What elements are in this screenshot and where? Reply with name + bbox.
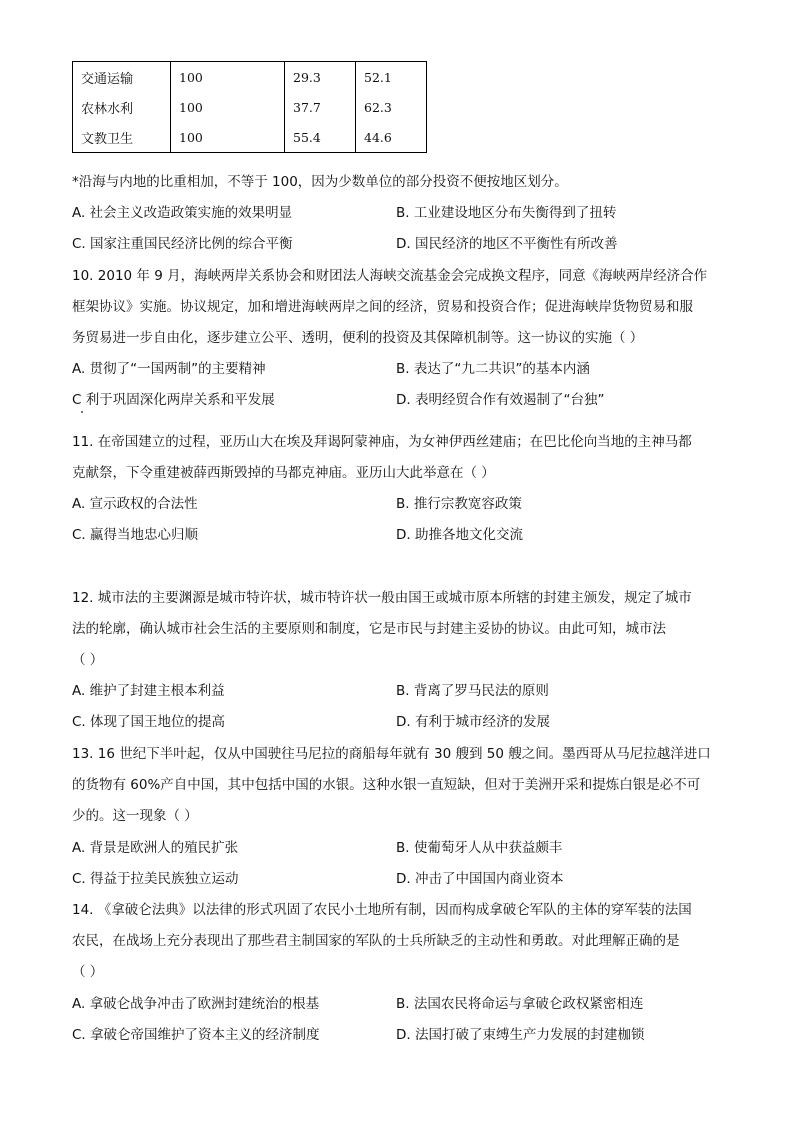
- q12-option-b[interactable]: B. 背离了罗马民法的原则: [396, 683, 549, 699]
- q14-stem-line: 14. 《拿破仑法典》以法律的形式巩固了农民小土地所有制，因而构成拿破仑军队的主体的穿军装的法国: [72, 902, 692, 918]
- q12-stem-line: 12. 城市法的主要渊源是城市特许状，城市特许状一般由国王或城市原本所辖的封建主颁发，规定了城市: [72, 590, 692, 606]
- table-cell: 44.6: [356, 122, 427, 153]
- q13-stem-line: 少的。这一现象（ ）: [72, 808, 198, 824]
- q13-option-b[interactable]: B. 使葡萄牙人从中获益颇丰: [396, 840, 563, 856]
- q12-option-d[interactable]: D. 有利于城市经济的发展: [396, 714, 550, 730]
- q13-stem-line: 13. 16 世纪下半叶起，仅从中国驶往马尼拉的商船每年就有 30 艘到 50 艘之间。墨西哥从马尼拉越洋进口: [72, 746, 711, 762]
- q12-stem-line: 法的轮廓，确认城市社会生活的主要原则和制度，它是市民与封建主妥协的协议。由此可知，城市法: [72, 621, 666, 637]
- table-row: [73, 62, 427, 93]
- q11-option-a[interactable]: A. 宣示政权的合法性: [72, 496, 198, 512]
- q10-stem-line: 务贸易进一步自由化，逐步建立公平、透明，便利的投资及其保障机制等。这一协议的实施（ ）: [72, 330, 644, 346]
- q10-stem-line: 框架协议》实施。协议规定，加和增进海峡两岸之间的经济，贸易和投资合作；促进海峡岸货物贸易和服: [72, 299, 693, 315]
- q14-stem-line: （ ）: [72, 964, 104, 980]
- q10-option-b[interactable]: B. 表达了“九二共识”的基本内涵: [396, 361, 590, 377]
- table-cell: 文教卫生: [73, 122, 171, 153]
- q10-option-a[interactable]: A. 贯彻了“一国两制”的主要精神: [72, 361, 266, 377]
- table-row: [73, 92, 427, 122]
- table-cell: 交通运输: [73, 62, 171, 93]
- q9-option-b[interactable]: B. 工业建设地区分布失衡得到了扭转: [396, 205, 617, 221]
- q14-option-b[interactable]: B. 法国农民将命运与拿破仑政权紧密相连: [396, 996, 644, 1012]
- q14-option-d[interactable]: D. 法国打破了束缚生产力发展的封建枷锁: [396, 1027, 645, 1043]
- q9-option-d[interactable]: D. 国民经济的地区不平衡性有所改善: [396, 236, 618, 252]
- q11-option-d[interactable]: D. 助推各地文化交流: [396, 527, 523, 543]
- table-row: [73, 122, 427, 153]
- q13-option-d[interactable]: D. 冲击了中国国内商业资本: [396, 871, 564, 887]
- q12-option-c[interactable]: C. 体现了国王地位的提高: [72, 714, 226, 730]
- q14-option-a[interactable]: A. 拿破仑战争冲击了欧洲封建统治的根基: [72, 996, 320, 1012]
- q14-stem-line: 农民，在战场上充分表现出了那些君主制国家的军队的士兵所缺乏的主动性和勇敢。对此理解正确的是: [72, 933, 680, 949]
- table-cell: 62.3: [356, 92, 427, 122]
- q12-stem-line: （ ）: [72, 652, 104, 668]
- q10-option-d[interactable]: D. 表明经贸合作有效遏制了“台独”: [396, 392, 605, 408]
- q11-option-c[interactable]: C. 赢得当地忠心归顺: [72, 527, 199, 543]
- table-cell: 农林水利: [73, 92, 171, 122]
- q13-option-c[interactable]: C. 得益于拉美民族独立运动: [72, 871, 239, 887]
- table-cell: 100: [171, 122, 285, 153]
- table-note: *沿海与内地的比重相加，不等于 100，因为少数单位的部分投资不便按地区划分。: [72, 174, 568, 190]
- q14-option-c[interactable]: C. 拿破仑帝国维护了资本主义的经济制度: [72, 1027, 320, 1043]
- table-cell: 29.3: [285, 62, 356, 93]
- q13-stem-line: 的货物有 60%产自中国，其中包括中国的水银。这种水银一直短缺，但对于美洲开采和提炼白银是必不可: [72, 777, 701, 793]
- stray-dot: [81, 411, 83, 413]
- q12-option-a[interactable]: A. 维护了封建主根本利益: [72, 683, 225, 699]
- table-cell: 100: [171, 92, 285, 122]
- table-cell: 55.4: [285, 122, 356, 153]
- q10-option-c[interactable]: C 利于巩固深化两岸关系和平发展: [72, 392, 275, 408]
- table-cell: 52.1: [356, 62, 427, 93]
- q11-option-b[interactable]: B. 推行宗教宽容政策: [396, 496, 522, 512]
- q9-option-a[interactable]: A. 社会主义改造政策实施的效果明显: [72, 205, 293, 221]
- q11-stem-line: 克献祭，下令重建被薛西斯毁掉的马都克神庙。亚历山大此举意在（ ）: [72, 465, 495, 481]
- q11-stem-line: 11. 在帝国建立的过程，亚历山大在埃及拜谒阿蒙神庙，为女神伊西丝建庙；在巴比伦向当地的主神马都: [72, 434, 692, 450]
- table-cell: 37.7: [285, 92, 356, 122]
- table-cell: 100: [171, 62, 285, 93]
- q13-option-a[interactable]: A. 背景是欧洲人的殖民扩张: [72, 840, 239, 856]
- q10-stem-line: 10. 2010 年 9 月，海峡两岸关系协会和财团法人海峡交流基金会完成换文程序，同意《海峡两岸经济合作: [72, 268, 708, 284]
- q9-option-c[interactable]: C. 国家注重国民经济比例的综合平衡: [72, 236, 293, 252]
- investment-table: [72, 61, 427, 153]
